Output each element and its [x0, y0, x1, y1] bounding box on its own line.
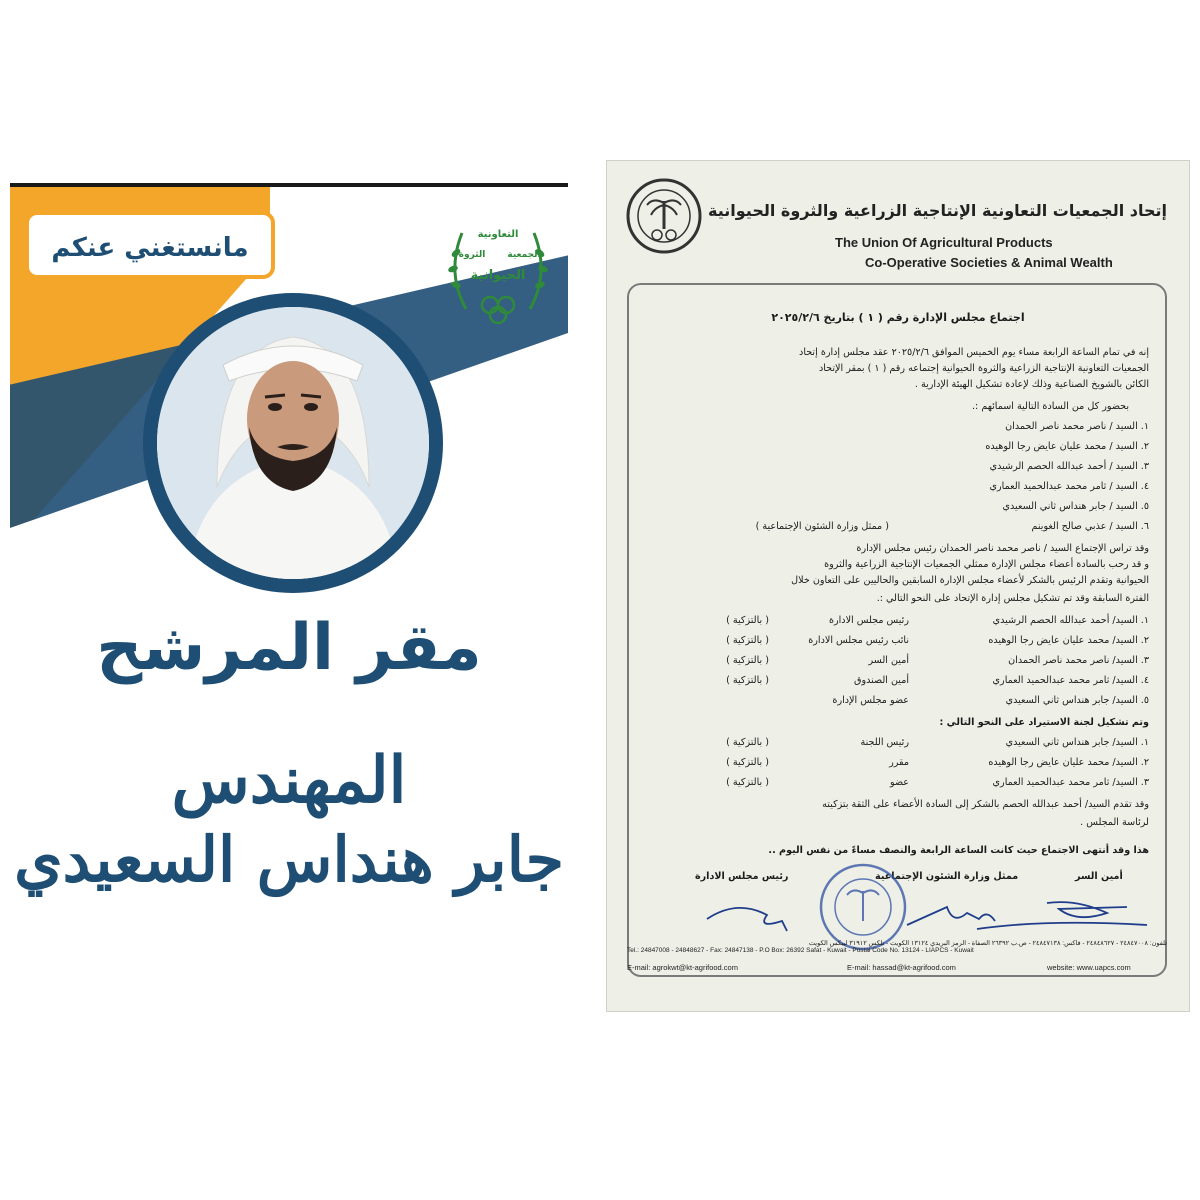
- email-2: E-mail: hassad@kt-agrifood.com: [847, 963, 956, 972]
- org-name-arabic: إتحاد الجمعيات التعاونية الإنتاجية الزراعية والثروة الحيوانية: [708, 201, 1167, 220]
- committee-member-status: ( بالتزكية ): [726, 757, 769, 768]
- committee-member-role: عضو: [889, 777, 909, 788]
- body-line: الفترة السابقة وقد تم تشكيل مجلس إدارة الإتحاد على النحو التالي :.: [876, 593, 1149, 604]
- signature-title-ministry: ممثل وزارة الشئون الإجتماعية: [875, 871, 1019, 882]
- body-line: و قد رحب بالسادة أعضاء مجلس الإدارة ممثلي الجمعيات الإنتاجية الزراعية والثروة: [824, 559, 1149, 570]
- poster-top-line: [10, 183, 568, 187]
- attendee-name: ٣. السيد / أحمد عبدالله الحصم الرشيدي: [989, 461, 1149, 472]
- logo-text-right: الجمعية: [507, 250, 541, 260]
- board-member-role: أمين الصندوق: [854, 675, 909, 686]
- board-member-status: ( بالتزكية ): [726, 655, 769, 666]
- board-member-name: ٤. السيد/ ثامر محمد عبدالحميد العماري: [992, 675, 1149, 686]
- attendee-name: ١. السيد / ناصر محمد ناصر الحمدان: [1005, 421, 1149, 432]
- committee-member-name: ٣. السيد/ ثامر محمد عبدالحميد العماري: [992, 777, 1149, 788]
- committee-row: [639, 777, 1149, 793]
- board-row: [639, 655, 1149, 671]
- board-row: [639, 675, 1149, 691]
- logo-text-top: التعاونية: [477, 229, 519, 240]
- meeting-minutes-document: [606, 160, 1190, 1012]
- org-name-english-2: Co-Operative Societies & Animal Wealth: [865, 255, 1113, 270]
- committee-row: [639, 757, 1149, 773]
- board-member-role: نائب رئيس مجلس الادارة: [808, 635, 909, 646]
- thanks-line: وقد تقدم السيد/ أحمد عبدالله الحصم بالشكر إلى السادة الأعضاء على الثقة بتزكيته: [822, 799, 1149, 810]
- committee-member-role: مقرر: [889, 757, 909, 768]
- intro-line: الجمعيات التعاونية الإنتاجية الزراعية والثروة الحيوانية إجتماعه رقم ( ١ ) بمقر الإتحاد: [818, 363, 1149, 374]
- campaign-poster: [10, 183, 568, 908]
- contact-emails: [627, 963, 1167, 977]
- footer-arabic: تلفون: ٢٤٨٤٧٠٠٨ - ٢٤٨٤٨٦٢٧ - فاكس: ٢٤٨٤٧١٣٨ - ص.ب ٢٦٣٩٢ الصفاة - الرمز البريدي ١٣١٢٤ الكويت - تلكس ٣١٩١٢ ليبكس الكويت: [808, 940, 1167, 947]
- cooperative-logo: [442, 213, 554, 331]
- body-line: الحيوانية وتقدم الرئيس بالشكر لأعضاء مجلس الإدارة السابقين والحاليين على التعاون خلال: [791, 575, 1149, 586]
- attendee-name: ٢. السيد / محمد عليان عايض رجا الوهيده: [985, 441, 1149, 452]
- signature-title-secretary: أمين السر: [1075, 871, 1123, 882]
- board-member-name: ٢. السيد/ محمد عليان عايض رجا الوهيده: [988, 635, 1149, 646]
- committee-member-name: ٢. السيد/ محمد عليان عايض رجا الوهيده: [988, 757, 1149, 768]
- committee-row: [639, 737, 1149, 753]
- logo-text-left: الثروة: [458, 250, 486, 260]
- slogan-badge: مانستغني عنكم: [25, 211, 275, 279]
- meeting-title: اجتماع مجلس الإدارة رقم ( ١ ) بتاريخ ٢٠٢٥/٢/٦: [771, 311, 1025, 324]
- candidate-portrait: [157, 307, 429, 579]
- board-member-role: رئيس مجلس الادارة: [828, 615, 909, 626]
- board-member-status: ( بالتزكية ): [726, 615, 769, 626]
- board-member-name: ٣. السيد/ ناصر محمد ناصر الحمدان: [1008, 655, 1149, 666]
- signature-title-chairman: رئيس مجلس الادارة: [695, 871, 789, 882]
- footer-english: Tel.: 24847008 - 24848627 - Fax: 24847138 - P.O Box: 26392 Safat - Kuwait - Postal Code No. 13124 - LIAPCS - Kuwait: [627, 947, 974, 954]
- committee-member-status: ( بالتزكية ): [726, 737, 769, 748]
- attendee-note: ( ممثل وزارة الشئون الإجتماعية ): [755, 521, 889, 532]
- attendee-row: [639, 521, 1149, 537]
- website: website: www.uapcs.com: [1047, 963, 1131, 972]
- document-footer: [627, 939, 1167, 954]
- committee-member-role: رئيس اللجنة: [860, 737, 909, 748]
- intro-line: إنه في تمام الساعة الرابعة مساء يوم الخميس الموافق ٢٠٢٥/٢/٦ عقد مجلس إدارة إتحاد: [799, 347, 1149, 358]
- attendee-row: [639, 501, 1149, 517]
- attendee-row: [639, 461, 1149, 477]
- attendee-row: [639, 481, 1149, 497]
- closing-line: هذا وقد أنتهى الاجتماع حيث كانت الساعة الرابعة والنصف مساءً من نفس اليوم ..: [768, 845, 1149, 856]
- board-member-role: عضو مجلس الإدارة: [832, 695, 909, 706]
- org-name-english-1: The Union Of Agricultural Products: [835, 235, 1053, 250]
- candidate-hq-title: مقر المرشح: [96, 611, 482, 685]
- intro-line: بحضور كل من السادة التالية اسمائهم :.: [971, 401, 1129, 412]
- thanks-line: لرئاسة المجلس .: [1080, 817, 1149, 828]
- board-row: [639, 615, 1149, 631]
- attendee-name: ٥. السيد / جابر هنداس ثاني السعيدي: [1002, 501, 1149, 512]
- committee-member-name: ١. السيد/ جابر هنداس ثاني السعيدي: [1005, 737, 1149, 748]
- board-member-name: ٥. السيد/ جابر هنداس ثاني السعيدي: [1005, 695, 1149, 706]
- logo-text-main: الحيوانية: [470, 268, 526, 283]
- engineer-title: المهندس: [171, 743, 407, 818]
- board-member-name: ١. السيد/ أحمد عبدالله الحصم الرشيدي: [992, 615, 1149, 626]
- union-logo: [625, 177, 703, 255]
- email-1: E-mail: agrokwt@kt-agrifood.com: [627, 963, 738, 972]
- board-row: [639, 695, 1149, 711]
- board-member-status: ( بالتزكية ): [726, 675, 769, 686]
- board-row: [639, 635, 1149, 651]
- candidate-name: جابر هنداس السعيدي: [14, 823, 564, 896]
- board-member-status: ( بالتزكية ): [726, 635, 769, 646]
- attendee-row: [639, 421, 1149, 437]
- attendee-name: ٤. السيد / ثامر محمد عبدالحميد العماري: [989, 481, 1149, 492]
- committee-member-status: ( بالتزكية ): [726, 777, 769, 788]
- intro-line: الكائن بالشويخ الصناعية وذلك لإعادة تشكيل الهيئة الإدارية .: [914, 379, 1149, 390]
- board-member-role: أمين السر: [868, 655, 909, 666]
- attendee-name: ٦. السيد / عذبي صالح الغوينم: [1031, 521, 1149, 532]
- body-line: وقد تراس الإجتماع السيد / ناصر محمد ناصر الحمدان رئيس مجلس الإدارة: [856, 543, 1149, 554]
- attendee-row: [639, 441, 1149, 457]
- committee-title: وتم تشكيل لجنة الاستيراد على النحو التالي :: [939, 717, 1149, 728]
